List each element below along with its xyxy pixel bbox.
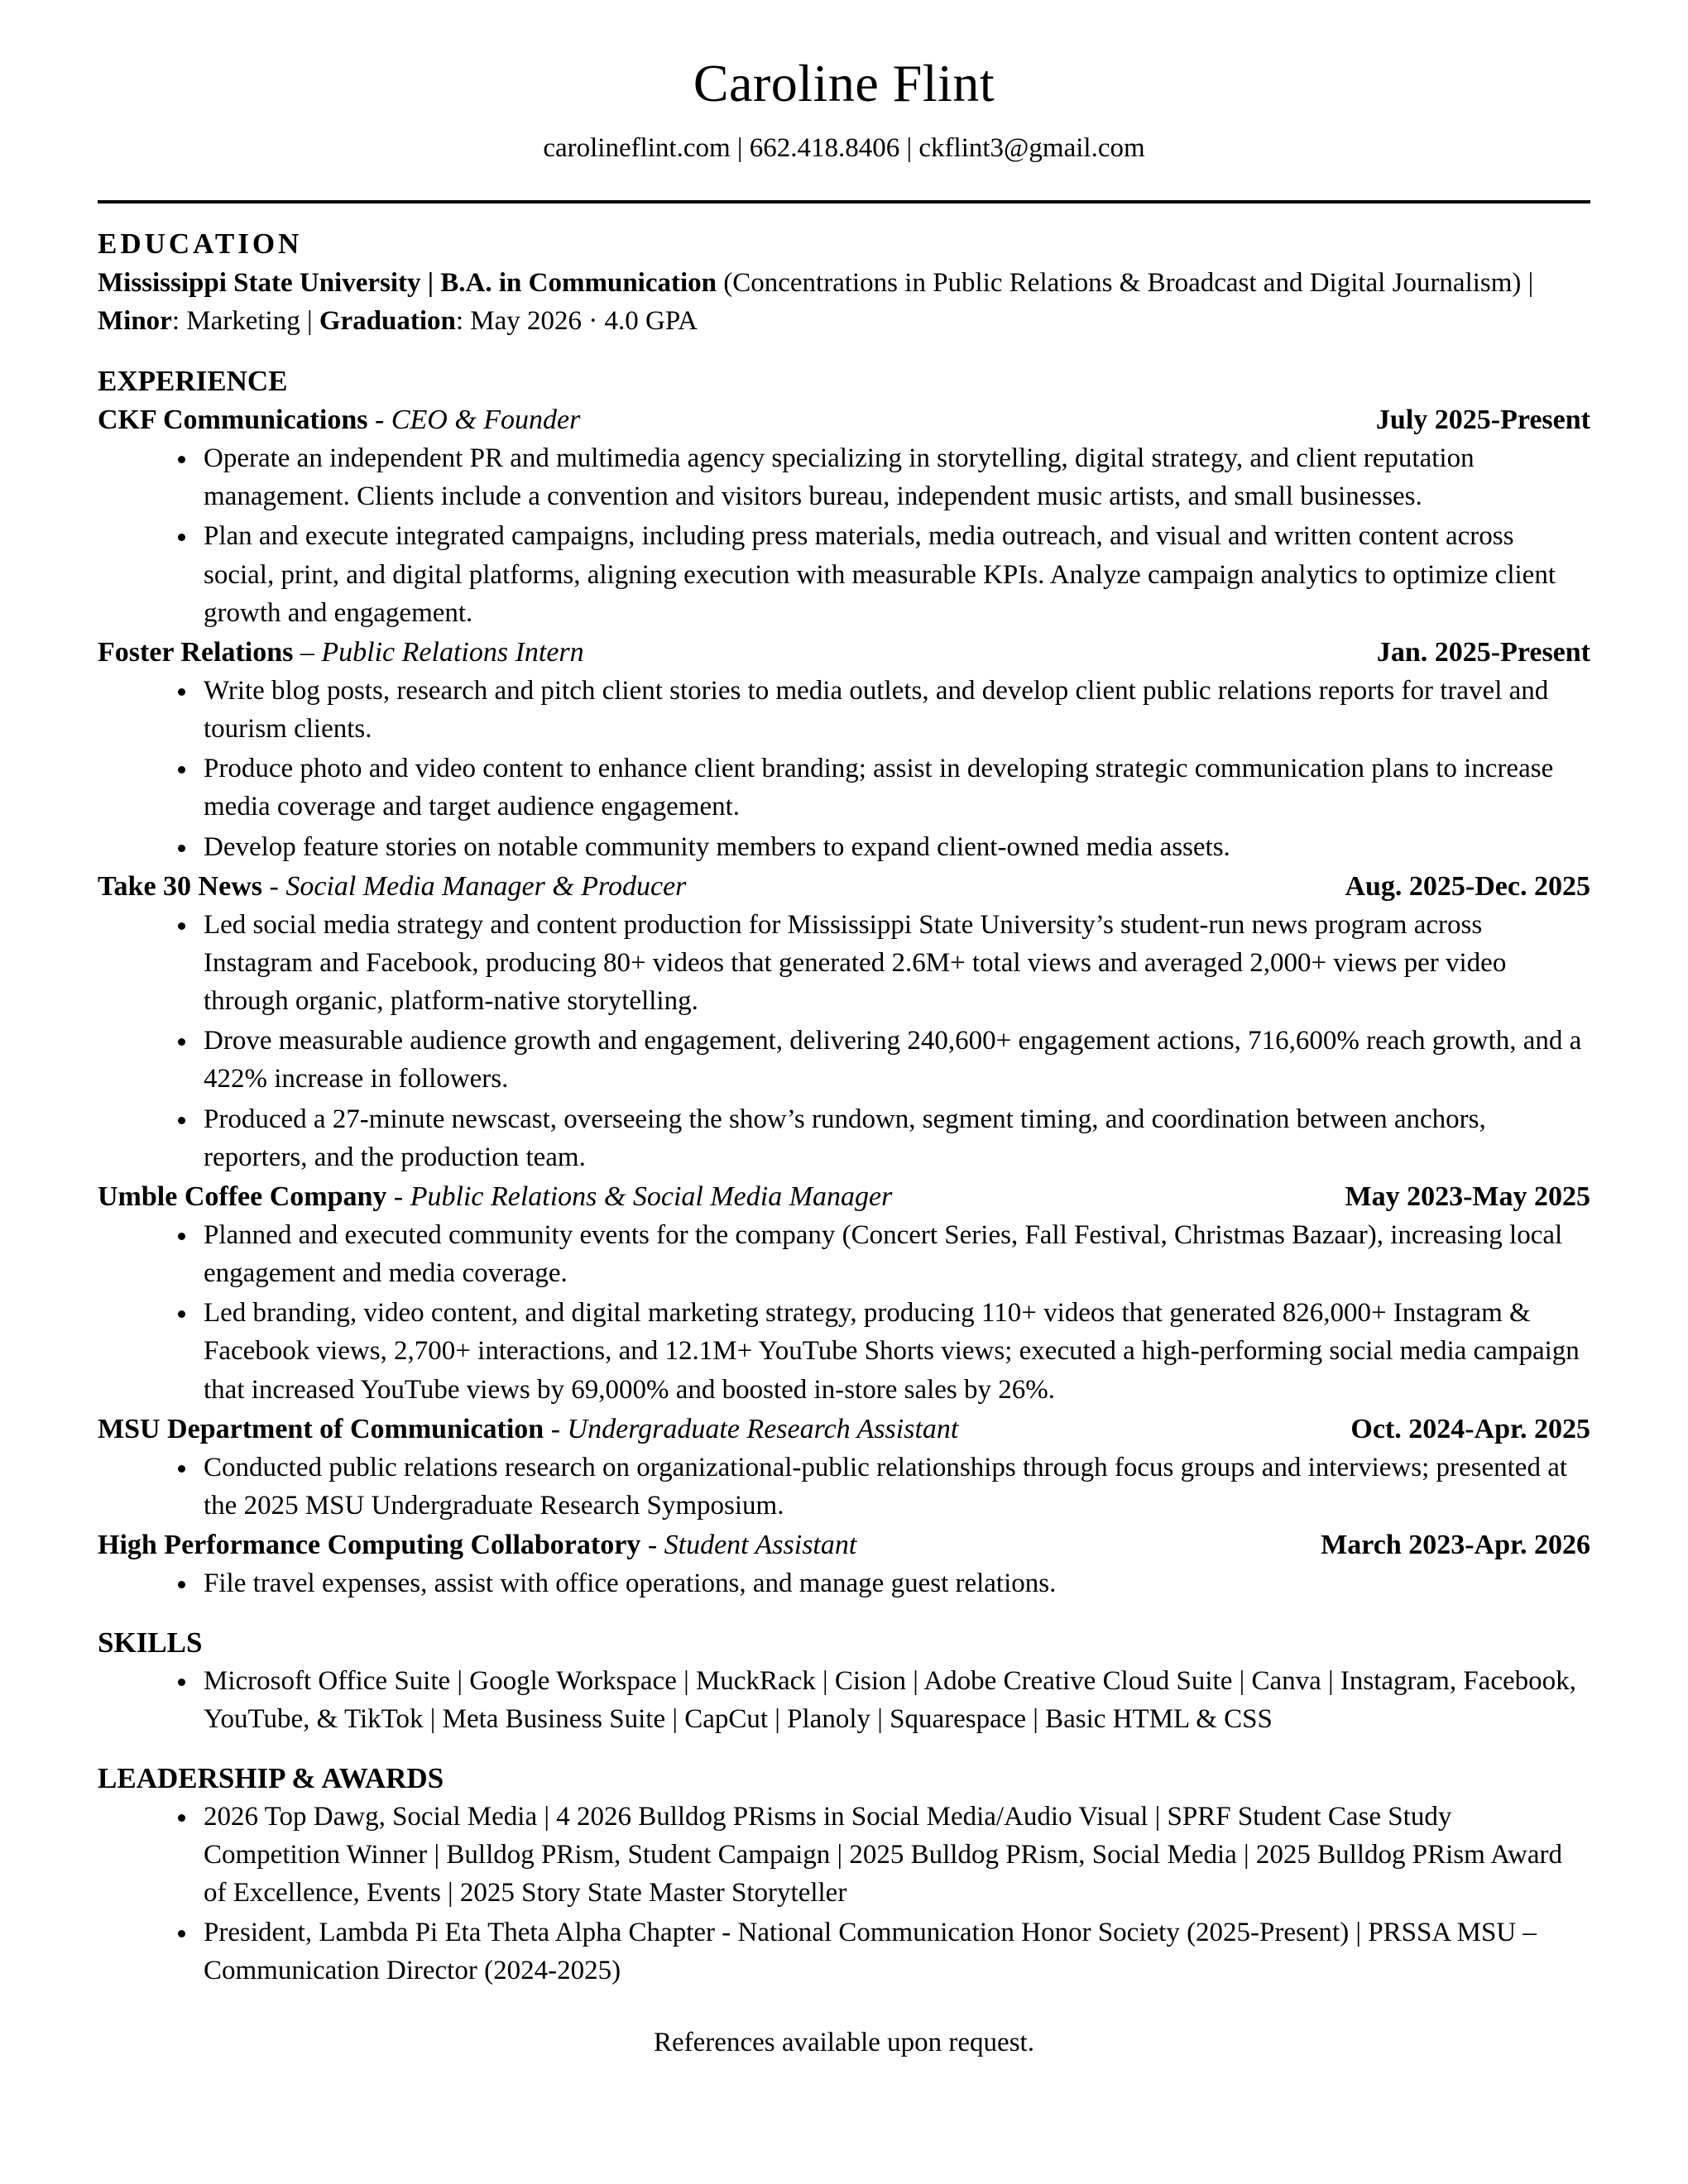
company-name: CKF Communications — [98, 405, 368, 436]
leadership-bullet-list — [98, 1798, 1590, 1990]
company-name: Take 30 News — [98, 870, 262, 902]
skills-bullet-list — [98, 1662, 1590, 1738]
education-minor-label: Minor — [98, 306, 172, 337]
job-role: Social Media Manager & Producer — [285, 870, 687, 902]
job-role: Student Assistant — [664, 1530, 857, 1561]
job-bullet-list — [98, 1216, 1590, 1409]
job-header — [98, 868, 1590, 906]
job-separator: - — [262, 870, 286, 902]
company-name: MSU Department of Communication — [98, 1413, 544, 1444]
education-graduation-label: Graduation — [319, 306, 456, 337]
skills-bullet: • Microsoft Office Suite | Google Workspace | MuckRack | Cision | Adobe Creative Cloud Suite | Canva | Instagram, Facebook, YouTube, & TikTok | Meta Business Suite | CapCut | Planoly | Squarespace | Basic HTML & CSS — [199, 1662, 1590, 1738]
job-bullet: • Led social media strategy and content production for Mississippi State University’s student-run news program across Instagram and Facebook, producing 80+ videos that generated 2.6M+ total views and averaged 2,000+ views per video through organic, platform-native storytelling. — [199, 906, 1590, 1021]
education-minor-value: : Marketing | — [171, 306, 319, 337]
section-leadership-awards — [98, 1760, 1590, 1990]
job-separator: - — [640, 1530, 664, 1561]
job-bullet-list — [98, 1449, 1590, 1525]
job-header — [98, 1526, 1590, 1564]
leadership-awards-heading: LEADERSHIP & AWARDS — [98, 1762, 444, 1795]
job-title-line — [98, 401, 580, 439]
job-bullet: • Plan and execute integrated campaigns, including press materials, media outreach, and visual and written content across social, print, and digital platforms, aligning execution with measurable KPIs. Analyze campaign analytics to optimize client growth and engagement. — [199, 517, 1590, 632]
job-bullet-list — [98, 906, 1590, 1176]
job-separator: – — [293, 636, 322, 668]
job-bullet-list — [98, 672, 1590, 866]
job-header — [98, 1178, 1590, 1216]
company-name: Foster Relations — [98, 636, 294, 668]
job-dates: March 2023-Apr. 2026 — [1321, 1530, 1590, 1561]
company-name: Umble Coffee Company — [98, 1181, 387, 1213]
job-title-line — [98, 868, 686, 906]
experience-heading: EXPERIENCE — [98, 364, 288, 397]
job-role: CEO & Founder — [391, 405, 581, 436]
job-bullet: • Drove measurable audience growth and engagement, delivering 240,600+ engagement actions, 716,600% reach growth, and a 422% increase in followers. — [199, 1022, 1590, 1098]
education-concentrations: (Concentrations in Public Relations & Broadcast and Digital Journalism) | — [717, 268, 1534, 299]
job-dates: Oct. 2024-Apr. 2025 — [1350, 1413, 1590, 1444]
resume-header — [98, 53, 1590, 167]
job-bullet: • Develop feature stories on notable community members to expand client-owned media assets. — [199, 828, 1590, 866]
job-bullet: • Conducted public relations research on organizational-public relationships through focus groups and interviews; presented at the 2025 MSU Undergraduate Research Symposium. — [199, 1449, 1590, 1525]
job-separator: - — [544, 1413, 568, 1444]
page-title: Caroline Flint — [693, 54, 995, 113]
skills-heading: SKILLS — [98, 1626, 203, 1660]
job-dates: Jan. 2025-Present — [1376, 636, 1590, 668]
job-separator: - — [367, 405, 391, 436]
job-bullet: • Produced a 27-minute newscast, overseeing the show’s rundown, segment timing, and coordination between anchors, reporters, and the production team. — [199, 1100, 1590, 1176]
section-experience — [98, 362, 1590, 1603]
job-role: Public Relations Intern — [321, 636, 584, 668]
job-bullet: • Produce photo and video content to enhance client branding; assist in developing strategic communication plans to increase media coverage and target audience engagement. — [199, 750, 1590, 826]
job-header — [98, 634, 1590, 672]
job-title-line — [98, 634, 584, 672]
job-bullet-list — [98, 439, 1590, 632]
job-role: Undergraduate Research Assistant — [567, 1413, 959, 1444]
contact-line: carolineflint.com | 662.418.8406 | ckflint3@gmail.com — [543, 132, 1145, 163]
leadership-bullet: • 2026 Top Dawg, Social Media | 4 2026 Bulldog PRisms in Social Media/Audio Visual | SPRF Student Case Study Competition Winner | Bulldog PRism, Student Campaign | 2025 Bulldog PRism, Social Media | 2025 Bulldog PRism Award of Excellence, Events | 2025 Story State Master Storyteller — [199, 1798, 1590, 1913]
job-header — [98, 1410, 1590, 1449]
job-dates: July 2025-Present — [1375, 405, 1590, 436]
job-title-line — [98, 1526, 856, 1564]
references-note: References available upon request. — [654, 2027, 1034, 2057]
education-heading: EDUCATION — [98, 227, 303, 260]
job-bullet: • Planned and executed community events for the company (Concert Series, Fall Festival, Christmas Bazaar), increasing local engagement and media coverage. — [199, 1216, 1590, 1292]
section-education — [98, 225, 1590, 341]
job-title-line — [98, 1410, 958, 1449]
job-role: Public Relations & Social Media Manager — [410, 1181, 893, 1213]
education-degree: Mississippi State University | B.A. in Communication — [98, 268, 717, 299]
section-skills — [98, 1624, 1590, 1738]
divider-rule — [98, 200, 1590, 204]
job-dates: May 2023-May 2025 — [1345, 1181, 1590, 1213]
company-name: High Performance Computing Collaboratory — [98, 1530, 641, 1561]
job-bullet: • Write blog posts, research and pitch client stories to media outlets, and develop client public relations reports for travel and tourism clients. — [199, 672, 1590, 748]
job-header — [98, 401, 1590, 439]
education-graduation-value: : May 2026 · 4.0 GPA — [455, 306, 698, 337]
leadership-bullet: • President, Lambda Pi Eta Theta Alpha Chapter - National Communication Honor Society (2025-Present) | PRSSA MSU – Communication Director (2024-2025) — [199, 1913, 1590, 1990]
job-dates: Aug. 2025-Dec. 2025 — [1345, 870, 1590, 902]
job-bullet: • File travel expenses, assist with office operations, and manage guest relations. — [199, 1564, 1590, 1602]
job-bullet: • Led branding, video content, and digital marketing strategy, producing 110+ videos that generated 826,000+ Instagram & Facebook views, 2,700+ interactions, and 12.1M+ YouTube Shorts views; executed a high-performing social media campaign that increased YouTube views by 69,000% and boosted in-store sales by 26%. — [199, 1294, 1590, 1409]
job-separator: - — [386, 1181, 410, 1213]
job-title-line — [98, 1178, 892, 1216]
education-detail — [98, 264, 1590, 340]
job-bullet-list — [98, 1564, 1590, 1602]
job-bullet: • Operate an independent PR and multimedia agency specializing in storytelling, digital strategy, and client reputation management. Clients include a convention and visitors bureau, independent music artists, and small businesses. — [199, 439, 1590, 515]
